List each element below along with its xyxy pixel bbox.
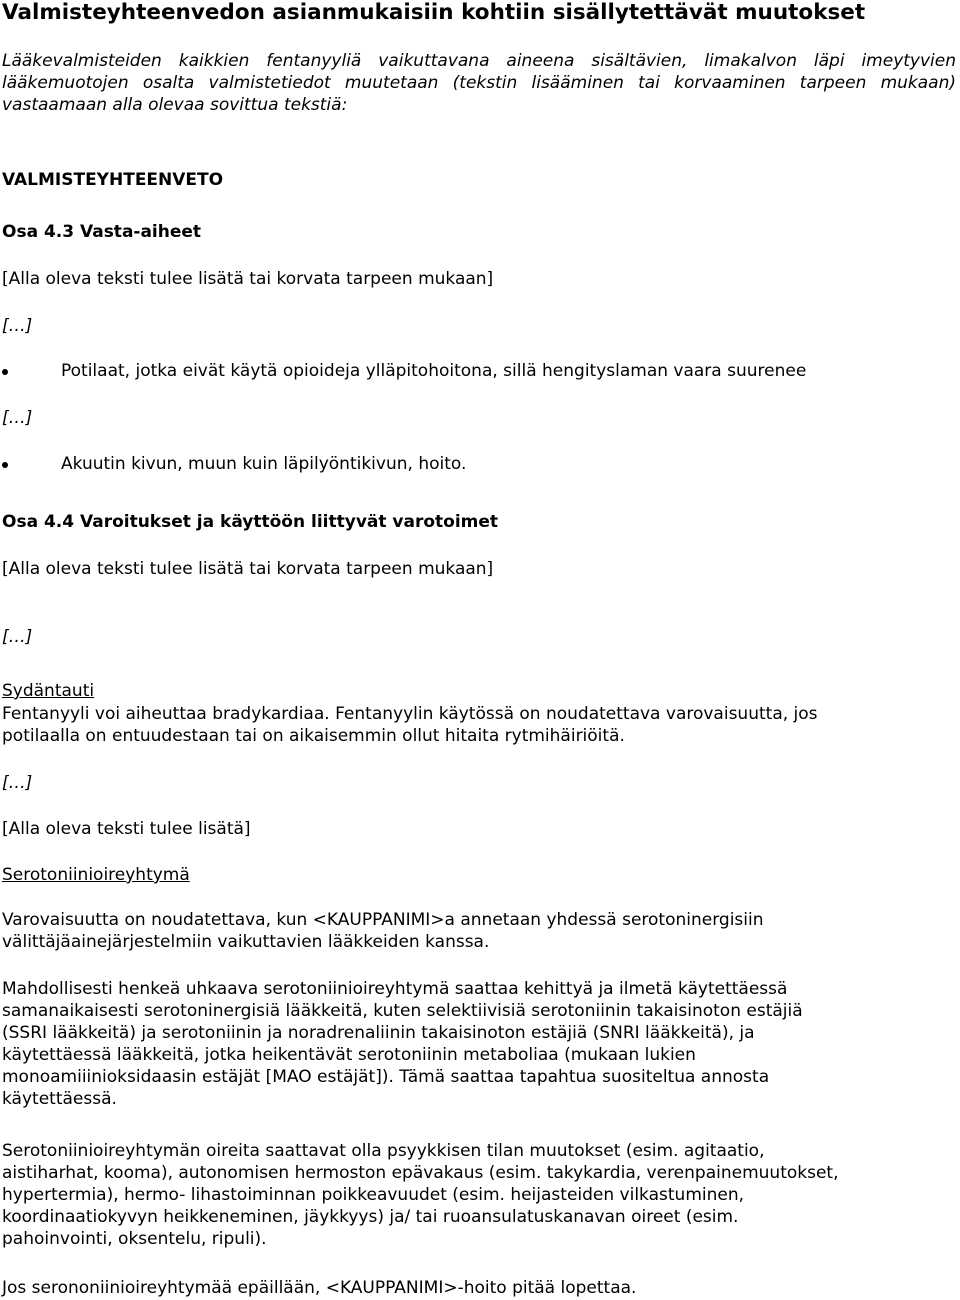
section-4-4-instruction-add: [Alla oleva teksti tulee lisätä] xyxy=(2,819,251,839)
serotonin-paragraph-4: Jos serononiinioireyhtymää epäillään, <KAUPPANIMI>-hoito pitää lopettaa. xyxy=(2,1278,637,1298)
paragraph-line: käytettäessä lääkkeitä, jotka heikentävät serotoniinin metaboliaa (mukaan lukien xyxy=(2,1045,696,1065)
paragraph-line: aistiharhat, kooma), autonomisen hermoston epävakaus (esim. takykardia, verenpainemuutokset, xyxy=(2,1163,839,1183)
section-4-4-ellipsis-1: […] xyxy=(2,627,33,647)
list-item-text: Potilaat, jotka eivät käytä opioideja ylläpitohoitona, sillä hengityslaman vaara suurenee xyxy=(61,361,807,381)
document-heading: VALMISTEYHTEENVETO xyxy=(2,170,224,190)
paragraph-line: pahoinvointi, oksentelu, ripuli). xyxy=(2,1229,267,1249)
paragraph-line: Serotoniinioireyhtymän oireita saattavat olla psyykkisen tilan muutokset (esim. agitaatio, xyxy=(2,1141,765,1161)
section-4-4-instruction: [Alla oleva teksti tulee lisätä tai korvata tarpeen mukaan] xyxy=(2,559,494,579)
paragraph-line: (SSRI lääkkeitä) ja serotoniinin ja noradrenaliinin takaisinoton estäjiä (SNRI lääkkeitä), ja xyxy=(2,1023,755,1043)
section-4-3-heading: Osa 4.3 Vasta-aiheet xyxy=(2,222,202,242)
heart-text-line-2: potilaalla on entuudestaan tai on aikaisemmin ollut hitaita rytmihäiriöitä. xyxy=(2,726,625,746)
page-title: Valmisteyhteenvedon asianmukaisiin kohtiin sisällytettävät muutokset xyxy=(2,0,866,25)
paragraph-line: monoamiiinioksidaasin estäjät [MAO estäjät]). Tämä saattaa tapahtua suositeltua annosta xyxy=(2,1067,770,1087)
paragraph-line: Mahdollisesti henkeä uhkaava serotoniinioireyhtymä saattaa kehittyä ja ilmetä käytettäessä xyxy=(2,979,788,999)
section-4-3-ellipsis-2: […] xyxy=(2,408,33,428)
intro-paragraph: Lääkevalmisteiden kaikkien fentanyyliä vaikuttavana aineena sisältävien, limakalvon läpi imeytyvien lääkemuotojen osalta valmistetiedot muutetaan (tekstin lisääminen tai korvaaminen tarpeen mukaan) vastaamaan alla olevaa sovittua tekstiä: xyxy=(2,51,956,115)
paragraph-line: samanaikaisesti serotoninergisiä lääkkeitä, kuten selektiivisiä serotoniinin takaisinoton estäjiä xyxy=(2,1001,803,1021)
paragraph-line: Varovaisuutta on noudatettava, kun <KAUPPANIMI>a annetaan yhdessä serotoninergisiin xyxy=(2,910,764,930)
serotonin-paragraph-1 xyxy=(2,909,956,953)
section-4-3-ellipsis-1: […] xyxy=(2,316,33,336)
list-item xyxy=(2,360,956,382)
subheading-heart-disease: Sydäntauti xyxy=(2,681,95,701)
section-4-3-instruction: [Alla oleva teksti tulee lisätä tai korvata tarpeen mukaan] xyxy=(2,269,494,289)
serotonin-paragraph-2 xyxy=(2,978,956,1110)
paragraph-line: välittäjäainejärjestelmiin vaikuttavien lääkkeiden kanssa. xyxy=(2,932,490,952)
section-4-4-heading: Osa 4.4 Varoitukset ja käyttöön liittyvät varotoimet xyxy=(2,512,499,532)
paragraph-line: koordinaatiokyvyn heikkeneminen, jäykkyys) ja/ tai ruoansulatuskanavan oireet (esim. xyxy=(2,1207,739,1227)
list-item-text: Akuutin kivun, muun kuin läpilyöntikivun, hoito. xyxy=(61,454,467,474)
paragraph-line: hypertermia), hermo- lihastoiminnan poikkeavuudet (esim. heijasteiden vilkastuminen, xyxy=(2,1185,745,1205)
section-4-4-ellipsis-2: […] xyxy=(2,773,33,793)
list-item xyxy=(2,453,956,475)
serotonin-paragraph-3 xyxy=(2,1140,956,1250)
heart-text-line-1: Fentanyyli voi aiheuttaa bradykardiaa. Fentanyylin käytössä on noudatettava varovaisuutta, jos xyxy=(2,704,818,724)
paragraph-line: käytettäessä. xyxy=(2,1089,117,1109)
bullet-icon xyxy=(2,369,8,375)
subheading-serotonin-syndrome: Serotoniinioireyhtymä xyxy=(2,865,190,885)
bullet-icon xyxy=(2,462,8,468)
